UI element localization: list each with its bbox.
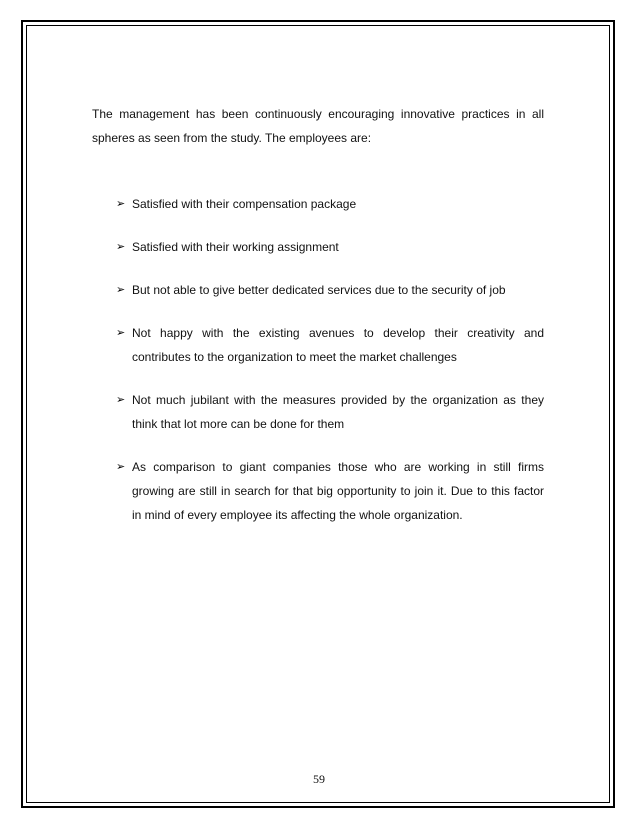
list-item-text: Satisfied with their working assignment [132,240,339,254]
arrow-bullet-icon: ➢ [116,284,126,296]
arrow-bullet-icon: ➢ [116,394,126,406]
employee-findings-list [92,192,544,527]
list-item [92,278,544,302]
list-item [92,321,544,369]
arrow-bullet-icon: ➢ [116,198,126,210]
list-item-text: But not able to give better dedicated services due to the security of job [132,283,506,297]
list-item [92,192,544,216]
list-item-text: Satisfied with their compensation package [132,197,357,211]
list-item-text: As comparison to giant companies those who are working in still firms growing are still in search for that big opportunity to join it. Due to this factor in mind of every employee its affecting the whole organization. [132,460,544,522]
list-item [92,235,544,259]
arrow-bullet-icon: ➢ [116,327,126,339]
intro-paragraph: The management has been continuously encouraging innovative practices in all spheres as seen from the study. The employees are: [92,107,544,145]
page-number: 59 [313,772,325,786]
page-content [92,102,544,546]
arrow-bullet-icon: ➢ [116,461,126,473]
arrow-bullet-icon: ➢ [116,241,126,253]
list-item-text: Not much jubilant with the measures provided by the organization as they think that lot more can be done for them [132,393,544,431]
list-item [92,388,544,436]
list-item-text: Not happy with the existing avenues to develop their creativity and contributes to the organization to meet the market challenges [132,326,544,364]
list-item [92,455,544,527]
